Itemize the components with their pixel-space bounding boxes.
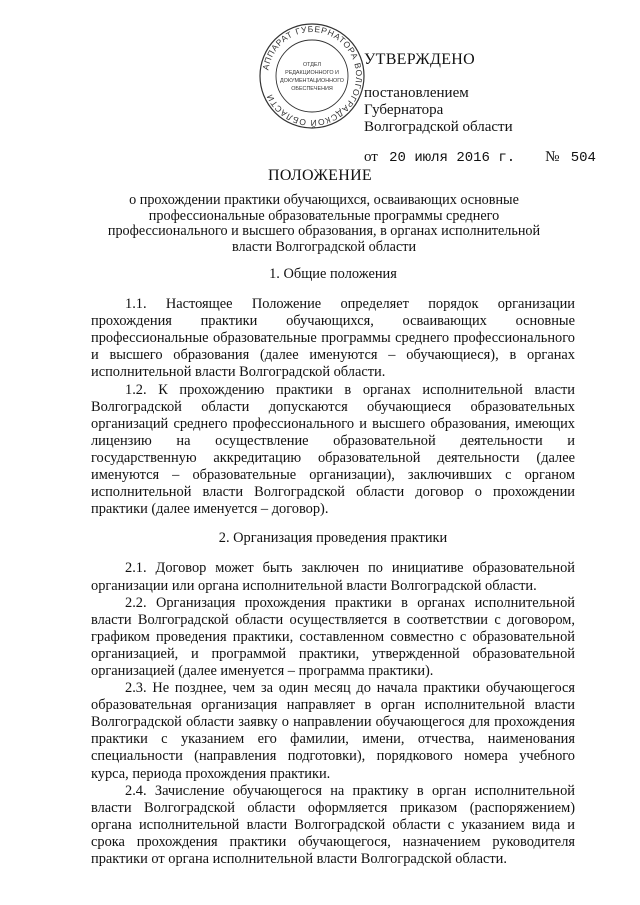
approval-date-line xyxy=(364,149,596,167)
approval-line-3: Волгоградской области xyxy=(364,119,513,135)
svg-text:ОБЕСПЕЧЕНИЯ: ОБЕСПЕЧЕНИЯ xyxy=(291,86,333,92)
svg-text:РЕДАКЦИОННОГО И: РЕДАКЦИОННОГО И xyxy=(285,70,339,76)
svg-text:АППАРАТ ГУБЕРНАТОРА ВОЛГОГРАДС: АППАРАТ ГУБЕРНАТОРА ВОЛГОГРАДСКОЙ ОБЛАСТИ xyxy=(260,23,365,129)
paragraph-1-1: 1.1. Настоящее Положение определяет порядок организации прохождения практики обучающихся, осваивающих основные профессиональные образовательные программы среднего профессионального и высшего образования (далее именуются – обучающиеся), в органах исполнительной власти Волгоградской области. xyxy=(91,296,575,381)
paragraph-2-1: 2.1. Договор может быть заключен по инициативе образовательной организации или органа исполнительной власти Волгоградской области. xyxy=(91,560,575,594)
paragraph-2-3: 2.3. Не позднее, чем за один месяц до начала практики обучающегося образовательная организация направляет в орган исполнительной власти Волгоградской области заявку о направлении обучающегося для прохождения практики с указанием его фамилии, имени, отчества, наименования специальности (направления подготовки), порядкового номера учебного курса, периода прохождения практики. xyxy=(91,680,575,782)
date-prefix: от xyxy=(364,149,378,165)
paragraph-1-2: 1.2. К прохождению практики в органах исполнительной власти Волгоградской области допускаются обучающиеся образовательных организаций среднего профессионального и высшего образования, имеющих лицензию на осуществление образовательной деятельности и государственную аккредитацию образовательной деятельности (далее именуются – образовательные организации), заключивших с органом исполнительной власти Волгоградской области договор о прохождении практики (далее именуется – договор). xyxy=(91,381,575,518)
number-sign: № xyxy=(545,149,560,165)
svg-text:ОТДЕЛ: ОТДЕЛ xyxy=(302,62,322,68)
approved-label: УТВЕРЖДЕНО xyxy=(364,51,476,68)
document-body xyxy=(91,266,575,868)
paragraph-2-4: 2.4. Зачисление обучающегося на практику в орган исполнительной власти Волгоградской области оформляется приказом (распоряжением) органа исполнительной власти Волгоградской области с указанием вида и срока прохождения практики обучающегося, назначением руководителя практики от органа исполнительной власти Волгоградской области. xyxy=(91,782,575,867)
official-stamp xyxy=(258,22,366,130)
approval-date: 20 июля 2016 г. xyxy=(389,150,516,166)
approval-number: 504 xyxy=(570,150,596,166)
approval-block xyxy=(364,51,596,167)
approval-line-2: Губернатора xyxy=(364,102,444,118)
approval-line-1: постановлением xyxy=(364,85,469,101)
paragraph-2-2: 2.2. Организация прохождения практики в органах исполнительной власти Волгоградской области осуществляется в соответствии с договором, графиком проведения практики, составленном совместно с образовательной организацией, и программой практики, утвержденной образовательной организацией (далее именуется – программа практики). xyxy=(91,594,575,679)
section-heading-1: 1. Общие положения xyxy=(269,266,397,282)
document-title: ПОЛОЖЕНИЕ xyxy=(267,167,372,184)
section-heading-2: 2. Организация проведения практики xyxy=(218,530,448,547)
document-subtitle: о прохождении практики обучающихся, осваивающих основные профессиональные образовательные программы среднего профессионального и высшего образования, в органах исполнительной власти Волгоградской области xyxy=(107,192,541,255)
svg-text:ДОКУМЕНТАЦИОННОГО: ДОКУМЕНТАЦИОННОГО xyxy=(280,78,344,84)
